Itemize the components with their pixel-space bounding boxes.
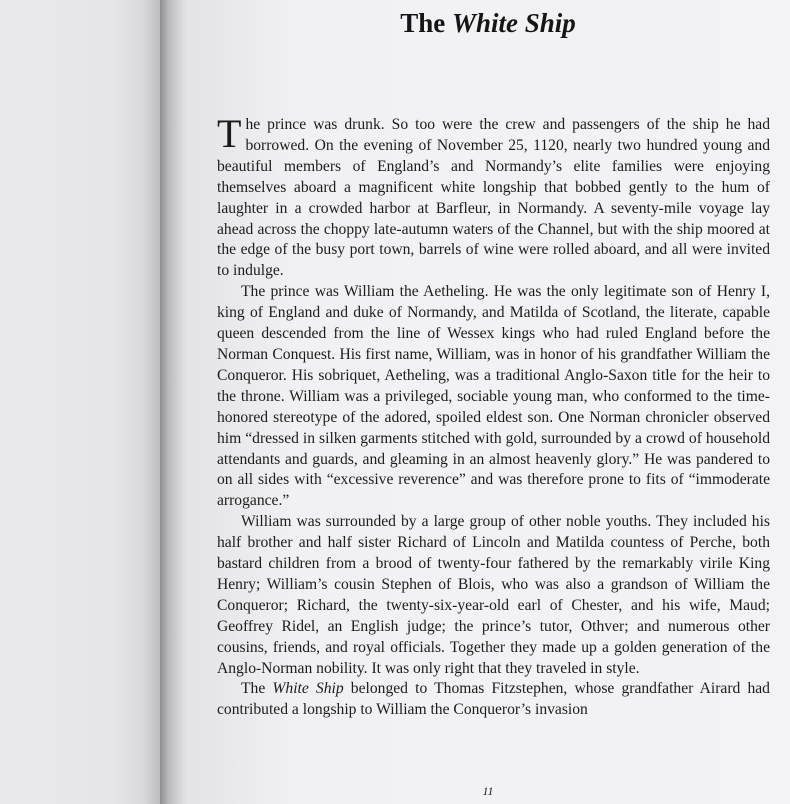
paragraph-3: William was surrounded by a large group of other noble youths. They included his half brother and half sister Richard of Lincoln and Matilda countess of Perche, both bastard children from a brood of twenty-four fathered by the remarkably virile King Henry; William’s cousin Stephen of Blois, who was also a grandson of William the Conqueror; Richard, the twenty-six-year-old earl of Chester, and his wife, Maud; Geoffrey Ridel, an English judge; the prince’s tutor, Othver; and numerous other cousins, friends, and royal officials. Together they made up a golden generation of the Anglo-Norman nobility. It was only right that they traveled in style. — [217, 513, 770, 677]
chapter-body — [217, 111, 770, 721]
drop-cap: T — [217, 111, 242, 156]
paragraph-1-text: he prince was drunk. So too were the crew and passengers of the ship he had borrowed. On the evening of November 25, 1120, nearly two hundred young and beautiful members of England’s and Normandy’s elite families were enjoying themselves aboard a magnificent white longship that bobbed gently to the hum of laughter in a crowded harbor at Barfleur, in Normandy. A seventy-mile voyage lay ahead across the choppy late-autumn waters of the Channel, but with the ship moored at the edge of the busy port town, barrels of wine were rolled aboard, and all were invited to indulge. — [217, 116, 770, 280]
chapter-title — [186, 8, 790, 39]
paragraph-1 — [217, 111, 770, 282]
paragraph-4-lead: The — [241, 680, 273, 698]
chapter-title-prefix: The — [400, 8, 446, 38]
paragraph-4 — [217, 679, 770, 721]
paragraph-2: The prince was William the Aetheling. He was the only legitimate son of Henry I, king of England and duke of Normandy, and Matilda of Scotland, the literate, capable queen descended from the line of Wessex kings who had ruled England before the Norman Conquest. His first name, William, was in honor of his grandfather William the Conqueror. His sobriquet, Aetheling, was a traditional Anglo-Saxon title for the heir to the throne. William was a privileged, sociable young man, who conformed to the time-honored stereotype of the adored, spoiled eldest son. One Norman chronicler observed him “dressed in silken garments stitched with gold, surrounded by a crowd of household attendants and guards, and gleaming in an almost heavenly glory.” He was pandered to on all sides with “excessive reverence” and was therefore prone to fits of “immoderate arrogance.” — [217, 283, 770, 510]
chapter-title-italic: White Ship — [451, 8, 576, 38]
paragraph-4-text: belonged to Thomas Fitzstephen, whose grandfather Airard had contributed a longship to William the Conqueror’s invasion — [217, 680, 770, 719]
ship-name-italic: White Ship — [272, 680, 344, 698]
page-number: 11 — [482, 784, 494, 798]
left-page — [0, 0, 163, 804]
